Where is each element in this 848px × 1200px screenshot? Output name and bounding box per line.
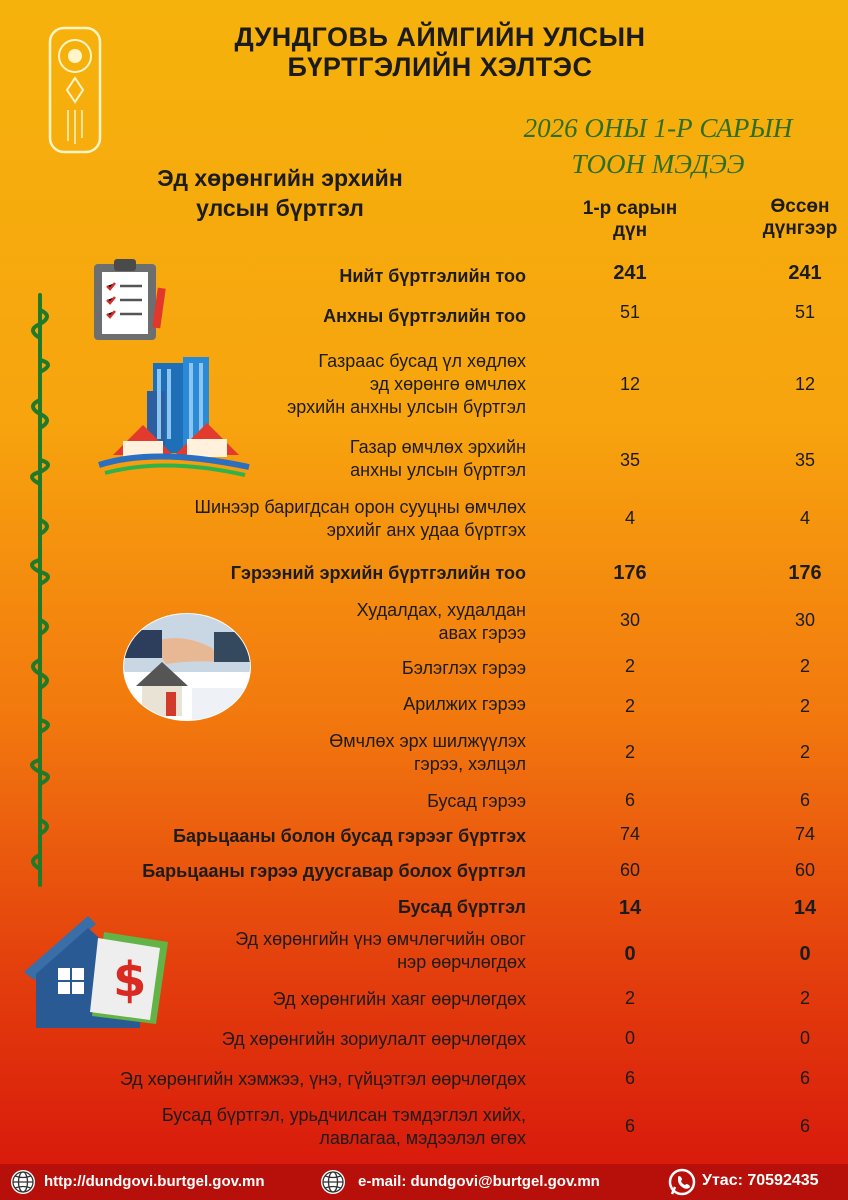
section-title-line1: Эд хөрөнгийн эрхийн — [157, 165, 403, 191]
table-row-label: Гэрээний эрхийн бүртгэлийн тоо — [230, 563, 526, 583]
table-row-label: Анхны бүртгэлийн тоо — [323, 306, 526, 326]
table-row-value-cumulative: 51 — [794, 302, 816, 322]
table-row-value-month: 12 — [619, 374, 641, 394]
table-row-value-cumulative: 2 — [799, 656, 810, 676]
table-row-label: Бусад бүртгэл, урьдчилсан тэмдэглэл хийх, лавлагаа, мэдээлэл өгөх — [161, 1105, 526, 1148]
vertical-script-decoration — [18, 290, 62, 890]
table-row-label: Барьцааны гэрээ дуусгавар болох бүртгэл — [142, 861, 526, 881]
column-header-month-line1: 1-р сарын — [582, 198, 678, 219]
table-row-value-cumulative: 74 — [794, 824, 816, 844]
column-header-cumulative-line1: Өссөн — [770, 196, 830, 217]
table-row-value-month: 51 — [619, 302, 641, 322]
table-row-value-cumulative: 4 — [799, 508, 810, 528]
table-row-value-cumulative: 241 — [788, 262, 822, 284]
column-header-cumulative-line2: дүнгээр — [762, 218, 838, 239]
table-row-value-cumulative: 2 — [799, 696, 810, 716]
phone-icon — [668, 1168, 696, 1196]
table-row-value-month: 241 — [613, 262, 647, 284]
table-row-label: Барьцааны болон бусад гэрээг бүртгэх — [173, 826, 526, 846]
clipboard-icon — [92, 258, 170, 342]
table-row-value-cumulative: 0 — [799, 943, 811, 965]
table-row-value-cumulative: 2 — [799, 988, 810, 1008]
table-row-label: Өмчлөх эрх шилжүүлэх гэрээ, хэлцэл — [329, 731, 526, 774]
column-header-month — [560, 198, 700, 242]
table-row-value-cumulative: 6 — [799, 1068, 810, 1088]
globe-icon — [10, 1169, 36, 1195]
table-row-value-month: 35 — [619, 450, 641, 470]
table-row-label: Бусад гэрээ — [427, 791, 526, 811]
table-row-value-cumulative: 176 — [788, 562, 822, 584]
table-row-label: Эд хөрөнгийн зориулалт өөрчлөгдөх — [221, 1029, 526, 1049]
table-row-value-cumulative: 14 — [793, 897, 817, 919]
column-header-cumulative — [730, 196, 848, 240]
table-row-value-month: 2 — [624, 656, 635, 676]
column-header-month-line2: дүн — [612, 220, 648, 241]
table-row-value-cumulative: 6 — [799, 1116, 810, 1136]
email-link[interactable]: e-mail: dundgovi@burtgel.gov.mn — [358, 1173, 600, 1190]
subtitle-line2: ТООН МЭДЭЭ — [571, 149, 745, 179]
footer-bar — [0, 1164, 848, 1200]
table-row-label: Эд хөрөнгийн хаяг өөрчлөгдөх — [272, 989, 526, 1009]
handshake-house-icon — [122, 612, 252, 722]
svg-text:$: $ — [113, 952, 147, 1008]
table-row-value-month: 6 — [624, 790, 635, 810]
table-row-label: Бэлэглэх гэрээ — [401, 658, 526, 678]
table-row-label: Газраас бусад үл хөдлөх эд хөрөнгө өмчлөх эрхийн анхны улсын бүртгэл — [287, 351, 526, 417]
table-row-value-month: 176 — [613, 562, 647, 584]
table-row-value-month: 6 — [624, 1068, 635, 1088]
table-row-value-month: 0 — [624, 943, 636, 965]
table-row-value-month: 74 — [619, 824, 641, 844]
table-row-value-cumulative: 2 — [799, 742, 810, 762]
table-row-label: Бусад бүртгэл — [397, 897, 526, 917]
table-row-value-cumulative: 30 — [794, 610, 816, 630]
phone-number: Утас: 70592435 — [702, 1172, 819, 1189]
section-title-line2: улсын бүртгэл — [196, 195, 364, 221]
table-row-label: Худалдах, худалдан авах гэрээ — [356, 600, 526, 643]
table-row-label: Арилжих гэрээ — [403, 694, 526, 714]
page-title-line2: БҮРТГЭЛИЙН ХЭЛТЭС — [287, 52, 593, 82]
table-row-value-month: 6 — [624, 1116, 635, 1136]
table-row-value-cumulative: 0 — [799, 1028, 810, 1048]
buildings-icon — [95, 355, 253, 480]
website-link[interactable]: http://dundgovi.burtgel.gov.mn — [44, 1173, 265, 1190]
subtitle-line1: 2026 ОНЫ 1-Р САРЫН — [523, 113, 793, 143]
table-row-value-month: 30 — [619, 610, 641, 630]
table-row-value-cumulative: 60 — [794, 860, 816, 880]
table-row-value-month: 2 — [624, 696, 635, 716]
table-row-value-cumulative: 6 — [799, 790, 810, 810]
table-row-label: Шинээр баригдсан орон сууцны өмчлөх эрхийг анх удаа бүртгэх — [194, 497, 526, 540]
globe-icon — [320, 1169, 346, 1195]
page-title-line1: ДУНДГОВЬ АЙМГИЙН УЛСЫН — [234, 22, 646, 52]
table-row-label: Эд хөрөнгийн үнэ өмчлөгчийн овог нэр өөрчлөгдөх — [235, 929, 526, 972]
table-row-value-month: 4 — [624, 508, 635, 528]
table-row-value-month: 60 — [619, 860, 641, 880]
emblem-logo — [48, 26, 102, 154]
table-row-value-cumulative: 35 — [794, 450, 816, 470]
table-row-label: Эд хөрөнгийн хэмжээ, үнэ, гүйцэтгэл өөрчлөгдөх — [119, 1069, 526, 1089]
table-row-value-month: 2 — [624, 988, 635, 1008]
table-row-value-month: 2 — [624, 742, 635, 762]
table-row-value-month: 0 — [624, 1028, 635, 1048]
table-row-value-month: 14 — [618, 897, 642, 919]
house-dollar-icon — [18, 912, 168, 1030]
table-row-label: Газар өмчлөх эрхийн анхны улсын бүртгэл — [349, 437, 526, 480]
table-row-value-cumulative: 12 — [794, 374, 816, 394]
table-row-label: Нийт бүртгэлийн тоо — [339, 266, 526, 286]
